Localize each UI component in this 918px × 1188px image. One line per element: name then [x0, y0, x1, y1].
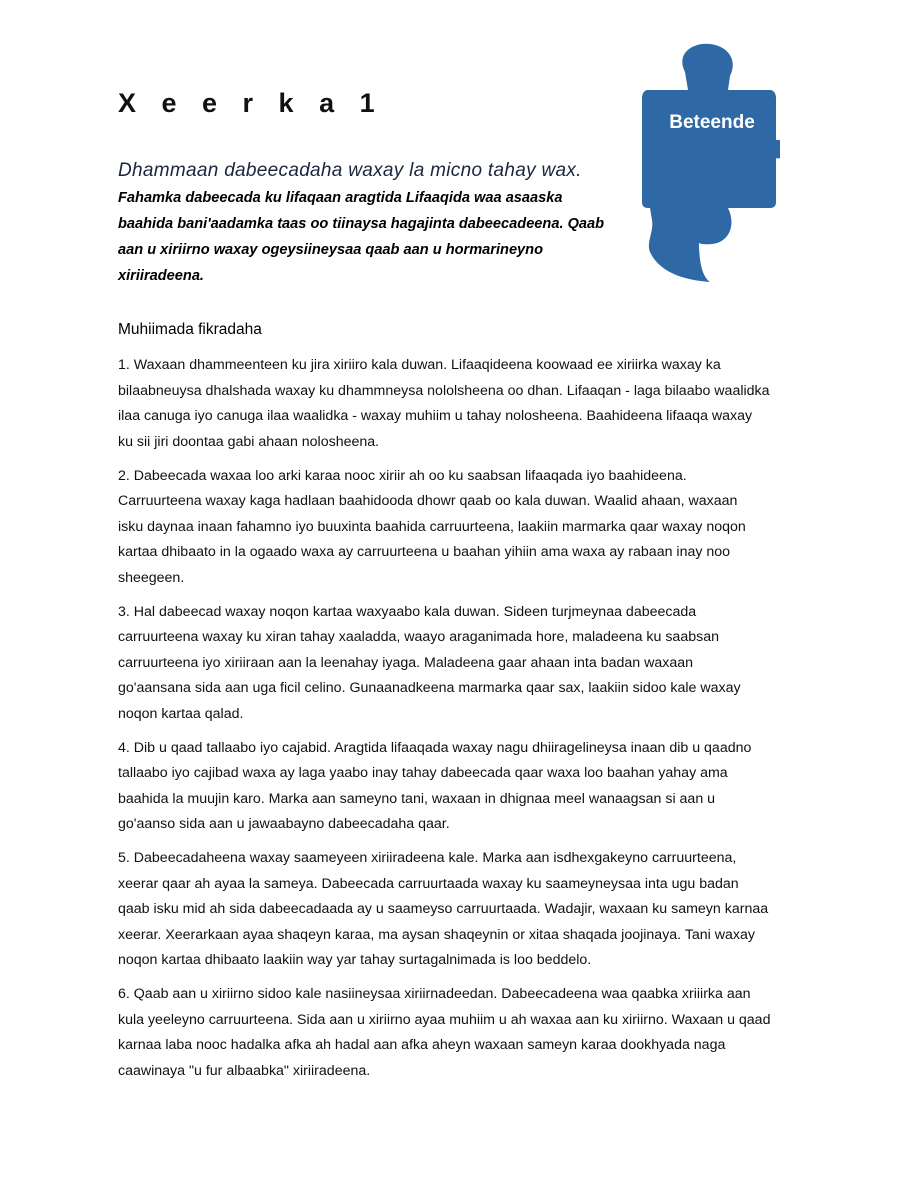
paragraph-2 [118, 464, 818, 592]
paragraph-line: caawinaya "u fur albaabka" xiriiradeena. [118, 1062, 371, 1079]
paragraph-line: tallaabo iyo cajibad waxa ay laga yaabo inay tahay dabeecada qaar waxa loo baahan yahay ama [118, 765, 728, 781]
paragraph-line: carruurteena iyo xiriiraan aan la leenahay iyaga. Maladeena gaar ahaan inta badan waxaan [118, 654, 693, 671]
paragraph-line: ku sii jiri doontaa gabi ahaan nolosheena. [118, 433, 380, 450]
paragraph-line: go'aansana sida aan uga ficil celino. Gunaanadkeena marmarka qaar sax, laakiin sidoo kale waxay [118, 680, 741, 696]
intro-text [118, 185, 604, 289]
paragraph-line: isku daynaa inaan fahamno iyo buuxinta baahida carruurteena, laakiin marmarka qaar waxay noqon [118, 518, 746, 535]
puzzle-piece-shape [642, 44, 780, 282]
paragraph-line: xeerar. Xeerarkaan ayaa shaqeyn karaa, ma aysan shaqeynin or xitaa shaqada joojinaya. Tani waxay [118, 926, 755, 943]
paragraph-line: xeerar qaar ah ayaa la sameya. Dabeecada carruurtaada waxay ku saameyneysaa inta ugu badan [118, 875, 739, 892]
paragraph-line: 6. Qaab aan u xiriirno sidoo kale nasiineysaa xiriirnadeedan. Dabeecadeena waa qaabka xriiirka aan [118, 986, 751, 1002]
paragraph-3 [118, 600, 818, 728]
paragraph-line: kartaa dhibaato in la ogaado waxa ay carruurteena u baahan yihiin ama waxa ay rabaan inay noo [118, 544, 731, 560]
subtitle: Dhammaan dabeecadaha waxay la micno tahay wax. [118, 160, 582, 181]
paragraph-line: Carruurteena waxay kaga hadlaan baahidooda dhowr qaab oo kala duwan. Waalid ahaan, waxaan [118, 493, 738, 509]
paragraph-line: ilaa canuga iyo canuga ilaa waalidka - waxay muhiim u tahay nolosheena. Baahideena lifaaqa waxay [118, 408, 753, 424]
paragraph-5 [118, 846, 818, 974]
intro-line: aan u xiriirno waxay ogeysiineysaa qaab aan u hormarineyno [118, 242, 544, 258]
paragraph-line: carruurteena waxay ku xiran tahay xaaladda, waayo araganimada hore, maladeena ku saabsan [118, 629, 719, 645]
paragraph-line: noqon kartaa dhibaato laakiin way yar tahay surtagalnimada is loo beddelo. [118, 952, 592, 968]
paragraph-line: sheegeen. [118, 569, 185, 586]
paragraph-4 [118, 736, 818, 838]
puzzle-piece-icon [640, 42, 780, 284]
paragraph-line: 5. Dabeecadaheena waxay saameyeen xiriiradeena kale. Marka aan isdhexgakeyno carruurteena, [118, 850, 737, 866]
body-text [118, 353, 818, 1093]
badge-label: Beteende [669, 112, 755, 133]
paragraph-line: 2. Dabeecada waxaa loo arki karaa nooc xiriir ah oo ku saabsan lifaaqada iyo baahideena. [118, 467, 687, 484]
paragraph-1 [118, 353, 818, 455]
paragraph-line: kula yeeleyno carruurteena. Sida aan u xiriirno ayaa muhiim u ah waxaa aan ku xiriirno. Waxaan u qaad [118, 1011, 771, 1028]
paragraph-line: baahida la muujin karo. Marka aan sameyno tani, waxaan in dhignaa meel wanaagsan si aan u [118, 790, 716, 807]
paragraph-line: 3. Hal dabeecad waxay noqon kartaa waxyaabo kala duwan. Sideen turjmeynaa dabeecada [118, 603, 697, 620]
section-heading: Muhiimada fikradaha [118, 321, 262, 338]
paragraph-line: bilaabneuysa dhalshada waxay ku dhammneysa nololsheena oo dhan. Lifaaqan - laga bilaabo waalidka [118, 382, 770, 399]
paragraph-line: noqon kartaa qalad. [118, 705, 244, 722]
intro-line: baahida bani'aadamka taas oo tiinaysa hagajinta dabeecadeena. Qaab [118, 216, 605, 232]
paragraph-6 [118, 982, 818, 1084]
paragraph-line: go'aanso sida aan u jawaabayno dabeecadaha qaar. [118, 816, 450, 832]
page-title: X e e r k a 1 [118, 88, 384, 118]
intro-line: xiriiradeena. [118, 268, 204, 284]
paragraph-line: 4. Dib u qaad tallaabo iyo cajabid. Aragtida lifaaqada waxay nagu dhiiragelineysa inaan dib u qaadno [118, 739, 752, 756]
paragraph-line: qaab isku mid ah sida dabeecadaada ay u saameyso carruurtaada. Wadajir, waxaan ku sameyn karnaa [118, 901, 769, 917]
paragraph-line: 1. Waxaan dhammeenteen ku jira xiriiro kala duwan. Lifaaqideena koowaad ee xiriirka waxay ka [118, 357, 721, 373]
intro-line: Fahamka dabeecada ku lifaqaan aragtida Lifaaqida waa asaaska [118, 190, 563, 206]
paragraph-line: karnaa laba nooc hadalka afka ah hadal aan afka aheyn waxaan sameyn karaa dookhyada naga [118, 1037, 726, 1053]
